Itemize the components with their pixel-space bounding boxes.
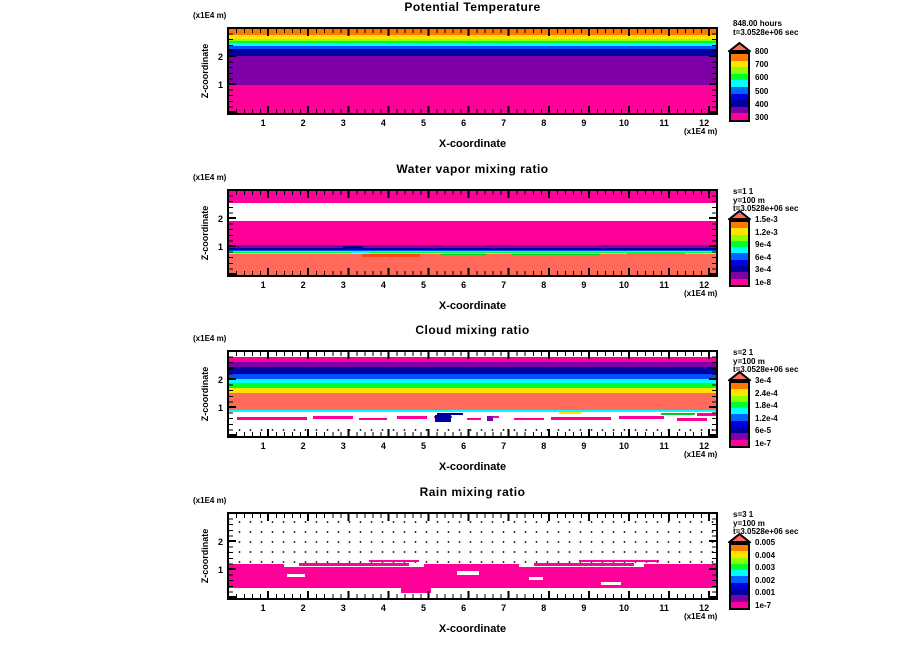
contour-fragment (287, 574, 305, 577)
panel-water-vapor-mixing-ratio (0, 162, 904, 323)
legend-line: 848.00 hours (733, 19, 782, 28)
panel-cloud-mixing-ratio (0, 323, 904, 484)
contour-fragment (487, 416, 493, 421)
x-tick-labels (227, 603, 718, 614)
x-tick-label: 10 (618, 603, 629, 613)
colorbar-band (731, 107, 748, 114)
x-tick-label: 10 (618, 118, 629, 128)
x-tick-label: 1 (260, 441, 266, 451)
y-tick-label: 1 (217, 80, 223, 90)
x-tick-label: 4 (380, 603, 386, 613)
legend-line: t=3.0528e+06 sec (733, 527, 799, 536)
contour-fragment (352, 251, 370, 253)
y-axis-unit-label: (x1E4 m) (193, 334, 227, 343)
legend-line: t=3.0528e+06 sec (733, 204, 799, 213)
colorbar-tick-label: 700 (755, 60, 769, 70)
x-tick-label: 11 (659, 441, 669, 451)
contour-fragment (359, 418, 387, 420)
contour-fragment (511, 254, 599, 256)
colorbar-tick-label: 0.003 (755, 563, 776, 573)
x-tick-label: 9 (581, 118, 587, 128)
x-tick-label: 7 (501, 441, 507, 451)
colorbar-tick-label: 300 (755, 113, 769, 122)
y-tick-labels (204, 350, 223, 438)
colorbar (729, 42, 750, 122)
plot-legend-text (733, 349, 798, 375)
contour-fragment (601, 582, 621, 585)
contour-fragment (343, 246, 363, 249)
x-tick-label: 1 (260, 118, 266, 128)
y-tick-label: 2 (217, 214, 223, 224)
colorbar-tick-label: 1e-7 (755, 439, 772, 448)
colorbar-tick-label: 6e-5 (755, 426, 772, 436)
colorbar-tick-label: 0.004 (755, 550, 776, 560)
legend-line: s=3 1 (733, 510, 754, 519)
colorbar (729, 371, 750, 448)
colorbar-tick-label: 9e-4 (755, 240, 772, 250)
x-tick-labels (227, 441, 718, 452)
y-tick-label: 1 (217, 242, 223, 252)
x-tick-label: 3 (340, 280, 346, 290)
x-tick-label: 8 (541, 603, 547, 613)
colorbar-tick-label: 1.2e-4 (755, 413, 778, 423)
x-tick-label: 6 (461, 118, 467, 128)
y-tick-label: 1 (217, 403, 223, 413)
y-axis-label: Z-coordinate (200, 366, 210, 422)
colorbar-tick-label: 2.4e-4 (755, 388, 778, 398)
contour-fragment (299, 563, 409, 566)
contour-fragment (579, 560, 659, 562)
contour-fragment (514, 418, 544, 420)
contour-detail-layer (229, 29, 716, 113)
legend-line: t=3.0528e+06 sec (733, 27, 799, 37)
colorbar-band (731, 279, 748, 285)
colorbar-tick-label: 1.2e-3 (755, 227, 778, 237)
colorbar-tick-label: 3e-4 (755, 376, 772, 385)
colorbar-tick-label: 1e-8 (755, 278, 772, 287)
x-tick-label: 2 (300, 441, 306, 451)
plot-area (227, 27, 718, 115)
x-tick-labels (227, 118, 718, 129)
colorbar-band (731, 67, 748, 74)
legend-line: s=2 1 (733, 348, 754, 357)
x-tick-label: 8 (541, 280, 547, 290)
colorbar-tick-label: 800 (755, 47, 769, 56)
x-axis-unit-label: (x1E4 m) (684, 612, 718, 621)
x-tick-label: 6 (461, 280, 467, 290)
x-tick-label: 9 (581, 441, 587, 451)
colorbar (729, 533, 750, 610)
x-tick-label: 10 (618, 280, 629, 290)
x-tick-label: 5 (420, 118, 426, 128)
contour-fragment (313, 416, 353, 419)
colorbar-band (731, 61, 748, 68)
y-tick-label: 2 (217, 375, 223, 385)
x-axis-unit-label: (x1E4 m) (684, 289, 718, 298)
colorbar-tick-label: 0.001 (755, 588, 776, 598)
plot-legend-text (733, 511, 798, 537)
contour-fragment (677, 418, 707, 421)
y-tick-label: 2 (217, 52, 223, 62)
contour-fragment (529, 577, 543, 580)
y-axis-unit-label: (x1E4 m) (193, 173, 227, 182)
y-axis-label: Z-coordinate (200, 528, 210, 584)
x-tick-label: 4 (380, 118, 386, 128)
x-tick-label: 1 (260, 603, 266, 613)
x-tick-label: 9 (581, 280, 587, 290)
colorbar-tick-label: 500 (755, 86, 769, 96)
y-axis-unit-label: (x1E4 m) (193, 496, 227, 505)
x-tick-label: 3 (340, 603, 346, 613)
x-tick-label: 11 (659, 280, 669, 290)
x-tick-label: 5 (420, 280, 426, 290)
colorbar-tick-label: 1e-7 (755, 601, 772, 610)
y-tick-label: 1 (217, 565, 223, 575)
x-tick-labels (227, 280, 718, 291)
x-tick-label: 12 (699, 118, 710, 128)
colorbar-overflow-arrow-icon (728, 42, 751, 52)
colorbar-tick-label: 1.8e-4 (755, 401, 778, 411)
x-tick-label: 10 (618, 441, 629, 451)
legend-line: s=1 1 (733, 187, 754, 196)
x-axis-label: X-coordinate (438, 461, 507, 473)
colorbar-bands (729, 52, 750, 122)
contour-fragment (435, 415, 451, 422)
x-tick-label: 8 (541, 118, 547, 128)
contour-fragment (441, 254, 486, 256)
x-tick-label: 6 (461, 603, 467, 613)
contour-fragment (229, 564, 284, 567)
colorbar-tick-label: 400 (755, 99, 769, 109)
contour-fragment (397, 416, 427, 419)
contour-detail-layer (229, 514, 716, 598)
x-axis-label: X-coordinate (438, 623, 507, 635)
panel-potential-temperature (0, 0, 904, 161)
colorbar-band (731, 94, 748, 101)
x-tick-label: 9 (581, 603, 587, 613)
x-axis-unit-label: (x1E4 m) (684, 127, 718, 136)
x-tick-label: 3 (340, 118, 346, 128)
contour-detail-layer (229, 352, 716, 436)
colorbar-band (731, 74, 748, 81)
plot-area (227, 189, 718, 277)
x-tick-label: 5 (420, 603, 426, 613)
colorbar-band (731, 87, 748, 94)
panel-title: Cloud mixing ratio (415, 323, 530, 337)
plot-legend-text (733, 188, 798, 214)
colorbar-band (731, 440, 748, 446)
plot-area (227, 512, 718, 600)
x-tick-label: 5 (420, 441, 426, 451)
contour-fragment (467, 418, 481, 420)
plot-area (227, 350, 718, 438)
x-axis-unit-label: (x1E4 m) (684, 450, 718, 459)
colorbar-tick-label: 3e-4 (755, 265, 772, 275)
panel-title: Rain mixing ratio (419, 485, 526, 499)
legend-line: t=3.0528e+06 sec (733, 365, 799, 374)
contour-fragment (401, 588, 431, 593)
x-tick-label: 7 (501, 280, 507, 290)
x-tick-label: 8 (541, 441, 547, 451)
contour-fragment (697, 413, 716, 416)
contour-fragment (551, 417, 611, 420)
x-tick-label: 2 (300, 603, 306, 613)
contour-detail-layer (229, 191, 716, 275)
x-tick-label: 4 (380, 441, 386, 451)
x-tick-label: 12 (699, 280, 710, 290)
colorbar-tick-label: 600 (755, 73, 769, 83)
y-tick-label: 2 (217, 537, 223, 547)
legend-line: y=100 m (733, 195, 765, 205)
colorbar-tick-label: 6e-4 (755, 252, 772, 262)
colorbar-band (731, 602, 748, 608)
y-tick-labels (204, 512, 223, 600)
x-tick-label: 7 (501, 603, 507, 613)
x-tick-label: 11 (659, 603, 669, 613)
contour-fragment (369, 560, 419, 562)
plot-legend-text (733, 20, 798, 37)
colorbar-band (731, 80, 748, 87)
x-tick-label: 2 (300, 118, 306, 128)
x-axis-label: X-coordinate (438, 300, 507, 312)
y-axis-label: Z-coordinate (200, 205, 210, 261)
contour-fragment (534, 563, 634, 566)
y-tick-labels (204, 27, 223, 115)
x-tick-label: 12 (699, 441, 710, 451)
colorbar-tick-label: 1.5e-3 (755, 215, 778, 224)
contour-fragment (619, 416, 664, 419)
x-axis-label: X-coordinate (438, 138, 507, 150)
colorbar-tick-label: 0.002 (755, 575, 776, 585)
contour-fragment (457, 571, 479, 575)
contour-fragment (362, 254, 420, 257)
x-tick-label: 6 (461, 441, 467, 451)
colorbar-band (731, 113, 748, 120)
x-tick-label: 12 (699, 603, 710, 613)
panel-title: Water vapor mixing ratio (396, 162, 549, 176)
x-tick-label: 4 (380, 280, 386, 290)
contour-fragment (237, 417, 307, 420)
y-axis-unit-label: (x1E4 m) (193, 11, 227, 20)
contour-fragment (559, 412, 581, 414)
colorbar-bands (729, 381, 750, 448)
colorbar-bands (729, 543, 750, 610)
colorbar-tick-label: 0.005 (755, 538, 776, 547)
contour-fragment (661, 413, 695, 415)
panel-title: Potential Temperature (404, 0, 541, 14)
colorbar-band (731, 100, 748, 107)
x-tick-label: 1 (260, 280, 266, 290)
panel-rain-mixing-ratio (0, 485, 904, 646)
x-tick-label: 7 (501, 118, 507, 128)
y-axis-label: Z-coordinate (200, 43, 210, 99)
contour-fragment (644, 564, 716, 567)
legend-line: y=100 m (733, 356, 765, 366)
colorbar-band (731, 54, 748, 61)
contour-fragment (424, 564, 519, 567)
x-tick-label: 3 (340, 441, 346, 451)
contour-fragment (627, 253, 685, 255)
colorbar (729, 210, 750, 287)
y-tick-labels (204, 189, 223, 277)
x-tick-label: 11 (659, 118, 669, 128)
legend-line: y=100 m (733, 518, 765, 528)
colorbar-bands (729, 220, 750, 287)
x-tick-label: 2 (300, 280, 306, 290)
